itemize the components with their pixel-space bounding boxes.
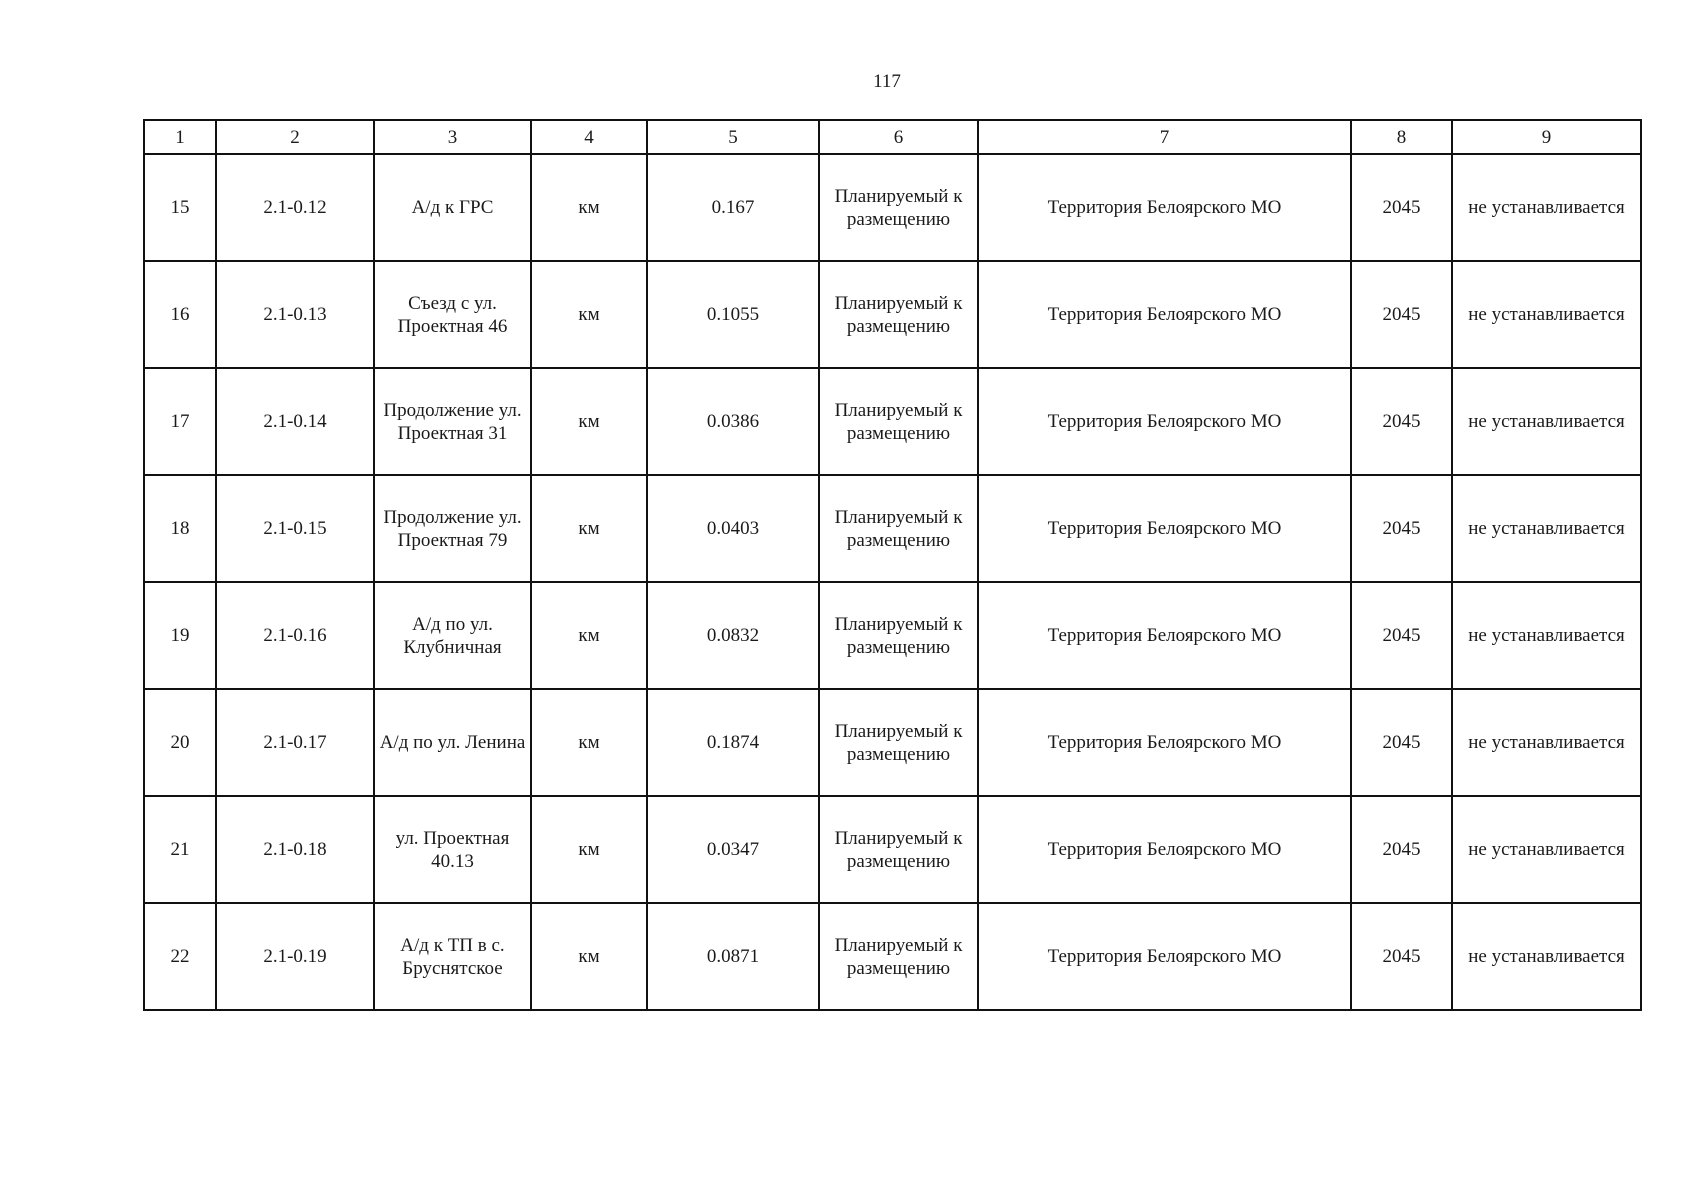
object-code: 2.1-0.14	[216, 368, 374, 475]
unit: км	[531, 475, 647, 582]
row-number: 20	[144, 689, 216, 796]
zone: не устанавливается	[1452, 903, 1641, 1010]
zone: не устанавливается	[1452, 368, 1641, 475]
object-name: Продолжение ул. Проектная 31	[374, 368, 531, 475]
status: Планируемый к размещению	[819, 154, 978, 261]
zone: не устанавливается	[1452, 475, 1641, 582]
table-row	[144, 903, 1641, 1010]
location: Территория Белоярского МО	[978, 261, 1351, 368]
value: 0.0871	[647, 903, 819, 1010]
zone: не устанавливается	[1452, 261, 1641, 368]
column-number: 6	[819, 120, 978, 154]
column-number: 7	[978, 120, 1351, 154]
zone: не устанавливается	[1452, 689, 1641, 796]
unit: км	[531, 368, 647, 475]
column-number: 4	[531, 120, 647, 154]
status: Планируемый к размещению	[819, 368, 978, 475]
value: 0.0386	[647, 368, 819, 475]
object-code: 2.1-0.12	[216, 154, 374, 261]
object-code: 2.1-0.13	[216, 261, 374, 368]
value: 0.167	[647, 154, 819, 261]
object-name: А/д по ул. Ленина	[374, 689, 531, 796]
table-row	[144, 689, 1641, 796]
unit: км	[531, 582, 647, 689]
row-number: 21	[144, 796, 216, 903]
value: 0.0403	[647, 475, 819, 582]
object-name: ул. Проектная 40.13	[374, 796, 531, 903]
table-row	[144, 582, 1641, 689]
value: 0.0347	[647, 796, 819, 903]
row-number: 18	[144, 475, 216, 582]
objects-table	[143, 119, 1642, 1011]
row-number: 22	[144, 903, 216, 1010]
row-number: 16	[144, 261, 216, 368]
location: Территория Белоярского МО	[978, 475, 1351, 582]
table-row	[144, 154, 1641, 261]
object-name: А/д по ул. Клубничная	[374, 582, 531, 689]
column-number-row	[144, 120, 1641, 154]
object-code: 2.1-0.19	[216, 903, 374, 1010]
object-name: Продолжение ул. Проектная 79	[374, 475, 531, 582]
value: 0.1055	[647, 261, 819, 368]
table-row	[144, 368, 1641, 475]
location: Территория Белоярского МО	[978, 154, 1351, 261]
status: Планируемый к размещению	[819, 689, 978, 796]
value: 0.0832	[647, 582, 819, 689]
unit: км	[531, 689, 647, 796]
year: 2045	[1351, 261, 1452, 368]
year: 2045	[1351, 796, 1452, 903]
row-number: 15	[144, 154, 216, 261]
status: Планируемый к размещению	[819, 903, 978, 1010]
column-number: 3	[374, 120, 531, 154]
column-number: 9	[1452, 120, 1641, 154]
table-row	[144, 261, 1641, 368]
object-code: 2.1-0.15	[216, 475, 374, 582]
unit: км	[531, 261, 647, 368]
row-number: 17	[144, 368, 216, 475]
location: Территория Белоярского МО	[978, 368, 1351, 475]
table-row	[144, 475, 1641, 582]
column-number: 8	[1351, 120, 1452, 154]
year: 2045	[1351, 475, 1452, 582]
status: Планируемый к размещению	[819, 475, 978, 582]
location: Территория Белоярского МО	[978, 689, 1351, 796]
column-number: 1	[144, 120, 216, 154]
zone: не устанавливается	[1452, 796, 1641, 903]
page-number: 117	[873, 71, 901, 92]
column-number: 5	[647, 120, 819, 154]
object-name: А/д к ГРС	[374, 154, 531, 261]
unit: км	[531, 903, 647, 1010]
row-number: 19	[144, 582, 216, 689]
table-row	[144, 796, 1641, 903]
year: 2045	[1351, 903, 1452, 1010]
unit: км	[531, 154, 647, 261]
object-name: Съезд с ул. Проектная 46	[374, 261, 531, 368]
object-code: 2.1-0.17	[216, 689, 374, 796]
object-code: 2.1-0.18	[216, 796, 374, 903]
zone: не устанавливается	[1452, 582, 1641, 689]
status: Планируемый к размещению	[819, 261, 978, 368]
status: Планируемый к размещению	[819, 796, 978, 903]
location: Территория Белоярского МО	[978, 582, 1351, 689]
column-number: 2	[216, 120, 374, 154]
status: Планируемый к размещению	[819, 582, 978, 689]
location: Территория Белоярского МО	[978, 796, 1351, 903]
object-name: А/д к ТП в с. Бруснятское	[374, 903, 531, 1010]
location: Территория Белоярского МО	[978, 903, 1351, 1010]
year: 2045	[1351, 689, 1452, 796]
object-code: 2.1-0.16	[216, 582, 374, 689]
value: 0.1874	[647, 689, 819, 796]
year: 2045	[1351, 154, 1452, 261]
zone: не устанавливается	[1452, 154, 1641, 261]
unit: км	[531, 796, 647, 903]
year: 2045	[1351, 582, 1452, 689]
year: 2045	[1351, 368, 1452, 475]
